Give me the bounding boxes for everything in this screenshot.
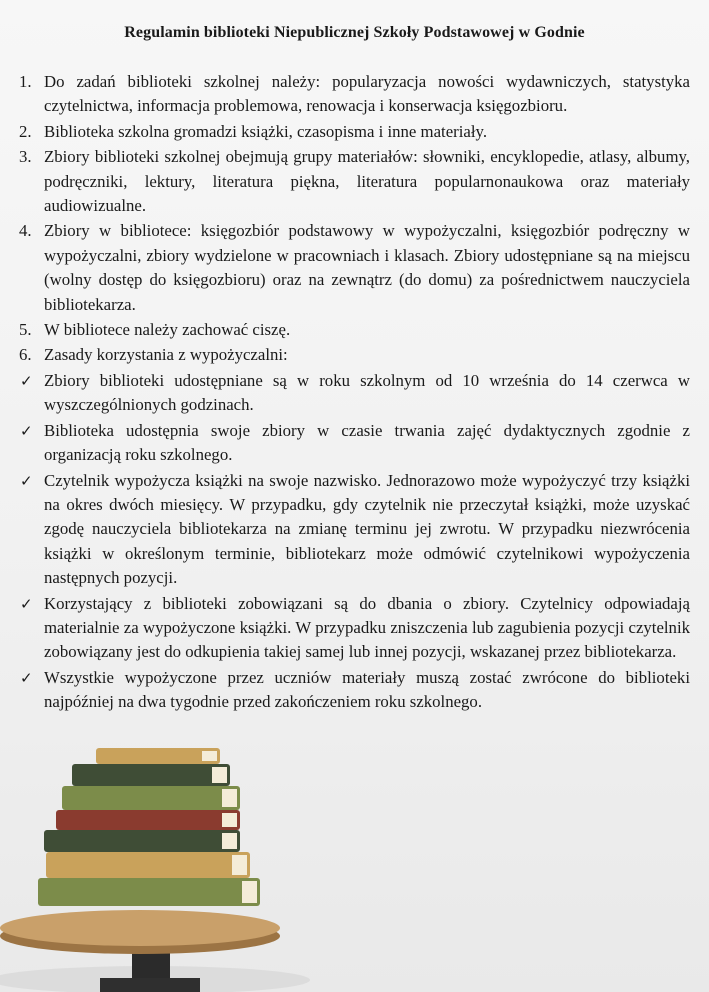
rule-item-3: [0, 145, 709, 218]
book-pages-2: [232, 855, 247, 875]
checkmark-icon: ✓: [20, 371, 33, 390]
book-pages-7: [202, 751, 217, 761]
rules-list: [0, 70, 709, 716]
rule-text: Czytelnik wypożycza książki na swoje nazwisko. Jednorazowo może wypożyczyć trzy książki na okres dwóch miesięcy. W przypadku, gdy czytelnik nie przeczytał książki, może uzyskać zgodę nauczyciela bibliotekarza na zmianę terminu jej zwrotu. W przypadku niezwrócenia książki w określonym terminie, bibliotekarz może odmówić czytelnikowi wypożyczenia następnych pozycji.: [44, 470, 690, 588]
rule-item-5: [0, 318, 709, 342]
rule-item-2: [0, 120, 709, 144]
rule-item-1: [0, 70, 709, 119]
book-6: [72, 764, 230, 786]
rule-text: Zbiory biblioteki udostępniane są w roku szkolnym od 10 września do 14 czerwca w wyszczególnionych godzinach.: [44, 370, 690, 415]
rule-item-4: [0, 219, 709, 317]
rule-text: Zbiory biblioteki szkolnej obejmują grupy materiałów: słowniki, encyklopedie, atlasy, albumy, podręczniki, lektury, literatura piękna, literatura popularnonaukowa oraz materiały audiowizualne.: [44, 147, 690, 216]
book-2: [46, 852, 250, 878]
rule-subitem-2: [0, 419, 709, 468]
checkmark-icon: ✓: [20, 471, 33, 490]
book-pages-3: [222, 833, 237, 849]
rule-text: Do zadań biblioteki szkolnej należy: popularyzacja nowości wydawniczych, statystyka czytelnictwa, informacja problemowa, renowacja i konserwacja księgozbioru.: [44, 72, 690, 116]
rule-text: Zbiory w bibliotece: księgozbiór podstawowy w wypożyczalni, księgozbiór podręczny w wypożyczalni, zbiory wydzielone w pracowniach i klasach. Zbiory udostępniane są na miejscu (wolny dostęp do księgozbioru) oraz na zewnątrz (do domu) za pośrednictwem nauczyciela bibliotekarza.: [44, 221, 690, 314]
rule-subitem-3: [0, 469, 709, 591]
book-pages-1: [242, 881, 257, 903]
book-4: [56, 810, 240, 830]
checkmark-icon: ✓: [20, 668, 33, 687]
rule-number: 5.: [19, 320, 32, 340]
table-top: [0, 910, 280, 946]
rule-subitem-5: [0, 666, 709, 715]
table-leg-base: [100, 978, 200, 992]
rule-text: Biblioteka szkolna gromadzi książki, czasopisma i inne materiały.: [44, 121, 488, 141]
checkmark-icon: ✓: [20, 421, 33, 440]
book-7: [96, 748, 220, 764]
rule-number: 2.: [19, 121, 32, 141]
rule-number: 6.: [19, 345, 32, 365]
checkmark-icon: ✓: [20, 594, 33, 613]
book-3: [44, 830, 240, 852]
book-1: [38, 878, 260, 906]
rule-text: Wszystkie wypożyczone przez uczniów materiały muszą zostać zwrócone do biblioteki najpóźniej na dwa tygodnie przed zakończeniem roku szkolnego.: [44, 667, 690, 712]
rule-text: Korzystający z biblioteki zobowiązani są do dbania o zbiory. Czytelnicy odpowiadają materialnie za wypożyczone książki. W przypadku zniszczenia lub zagubienia pozycji czytelnik zobowiązany jest do odkupienia takiej samej lub innej pozycji, wskazanej przez bibliotekarza.: [44, 593, 690, 662]
rule-text: Biblioteka udostępnia swoje zbiory w czasie trwania zajęć dydaktycznych zgodnie z organizacją roku szkolnego.: [44, 420, 690, 465]
page-title: Regulamin biblioteki Niepublicznej Szkoły Podstawowej w Godnie: [124, 24, 585, 41]
book-stack: [38, 748, 260, 906]
rule-number: 4.: [19, 221, 32, 241]
rule-item-6: [0, 343, 709, 367]
book-pages-5: [222, 789, 237, 807]
book-5: [62, 786, 240, 810]
rule-text: W bibliotece należy zachować ciszę.: [44, 320, 291, 340]
rule-number: 3.: [19, 147, 32, 167]
book-pages-6: [212, 767, 227, 783]
book-stack-on-table-icon: [0, 740, 330, 992]
rule-text: Zasady korzystania z wypożyczalni:: [44, 345, 288, 365]
book-pages-4: [222, 813, 237, 827]
rule-number: 1.: [19, 72, 32, 91]
rule-subitem-4: [0, 592, 709, 665]
rule-subitem-1: [0, 369, 709, 418]
